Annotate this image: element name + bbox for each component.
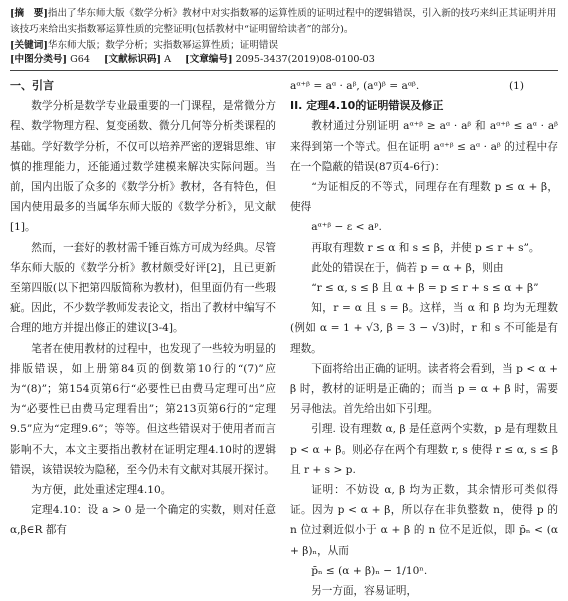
paragraph: “为证相反的不等式，同理存在有理数 p ≤ α + β，使得 — [290, 181, 558, 214]
divider — [10, 70, 558, 71]
paragraph: 数学分析是数学专业最重要的一门课程，是常微分方程、数学物理方程、复变函数、微分几何等分析类课程的基础。学好数学分析，不仅可以培养严密的逻辑思维、审慎的推理能力，还能通过数学建模来解决实际问题。当前，国内出版了众多的《数学分析》教材，各有特色，但国内使用最多的当属华东师大版的《数学分析》，见文献[1]。 — [10, 100, 276, 234]
paragraph: 再取有理数 r ≤ α 和 s ≤ β，并使 p ≤ r + s”。 — [311, 241, 540, 254]
proof-paragraph: 证明：不妨设 α, β 均为正数，其余情形可类似得证。因为 p < α + β，所以存在非负整数 n，使得 p 的 n 位过剩近似小于 α + β 的 n 位不足近似，即 p̄ₙ < (α + β)ₙ，从而 — [290, 484, 558, 557]
equation: “r ≤ α, s ≤ β 且 α + β = p ≤ r + s ≤ α + β” — [311, 282, 539, 295]
classification-line — [10, 52, 558, 68]
lemma: 引理. 设有理数 α, β 是任意两个实数，p 是有理数且 p < α + β。则必存在两个有理数 r, s 使得 r ≤ α, s ≤ β 且 r + s > p. — [290, 423, 558, 476]
section-heading-proof: II. 定理4.10的证明错误及修正 — [290, 99, 444, 113]
article-number: [文章编号] 2095-3437(2019)08-0100-03 — [185, 54, 375, 65]
paragraph: 教材通过分别证明 aᵅ⁺ᵝ ≥ aᵅ · aᵝ 和 aᵅ⁺ᵝ ≤ aᵅ · aᵝ 来得到第一个等式。但在证明 aᵅ⁺ᵝ ≤ aᵅ · aᵝ 的过程中存在一个隐蔽的错误(87页4-6行)： — [290, 120, 558, 173]
abstract-paragraph — [10, 6, 558, 38]
keywords-label: [关键词] — [10, 40, 48, 51]
right-column — [290, 76, 558, 601]
paragraph: 然而，一套好的教材需千锤百炼方可成为经典。尽管华东师大版的《数学分析》教材颇受好评[2]，且已更新至第四版(以下把第四版简称为教材)，但里面仍有一些瑕疵。因此，不少数学教师发表论文，指出了教材中编写不合理的地方并提出修正的建议[3-4]。 — [10, 241, 276, 335]
clc-number: [中图分类号] G64 — [10, 54, 90, 65]
paragraph: 知，r = α 且 s = β。这样，当 α 和 β 均为无理数(例如 α = 1 + √3, β = 3 − √3)时，r 和 s 不可能是有理数。 — [290, 302, 558, 355]
paragraph: 下面将给出正确的证明。读者将会看到，当 p < α + β 时，教材的证明是正确的；而当 p = α + β 时，需要另寻他法。首先给出如下引理。 — [290, 362, 558, 416]
left-column — [10, 76, 276, 541]
paragraph: 此处的错误在于，倘若 p = α + β，则由 — [311, 261, 504, 274]
paragraph: 为方便，此处重述定理4.10。 — [31, 484, 172, 497]
equation-number: (1) — [508, 80, 524, 92]
keywords-text: 华东师大版；数学分析；实指数幂运算性质；证明错误 — [47, 40, 279, 51]
document-code: [文献标识码] A — [104, 54, 172, 65]
theorem-statement: 定理4.10：设 a > 0 是一个确定的实数，则对任意 α,β∈R 都有 — [10, 504, 276, 537]
abstract-label: [摘 要] — [10, 8, 48, 19]
abstract-text: 指出了华东师大版《数学分析》教材中对实指数幂的运算性质的证明过程中的逻辑错误，引入新的技巧来纠正其证明并用该技巧来给出实指数幂运算性质的完整证明(包括教材中“证明留给读者”的部分)。 — [10, 8, 557, 35]
paragraph: 另一方面，容易证明， — [311, 585, 418, 598]
paragraph: 笔者在使用教材的过程中，也发现了一些较为明显的排版错误，如上册第84页的倒数第10行的“(7)”应为“(8)”；第154页第6行“必要性已由费马定理可出”应为“必要性已由费马定理看出”；第213页第6行的“定理9.5”应为“定理9.6”；等等。但这些错误对于使用者而言影响不大，本文主要指出教材在证明定理4.10时的逻辑错误，该错误较为隐秘，至今仍未有文献对其展开探讨。 — [10, 342, 276, 476]
equation-1: aᵅ⁺ᵝ = aᵅ · aᵝ, (aᵅ)ᵝ = aᵅᵝ. (1) — [290, 76, 558, 96]
equation: p̄ₙ ≤ (α + β)ₙ − 1/10ⁿ. — [311, 564, 428, 577]
equation: aᵅ⁺ᵝ − ε < aᵖ. — [311, 221, 382, 234]
section-heading-intro: 一、引言 — [10, 79, 54, 92]
abstract-block — [10, 6, 558, 54]
